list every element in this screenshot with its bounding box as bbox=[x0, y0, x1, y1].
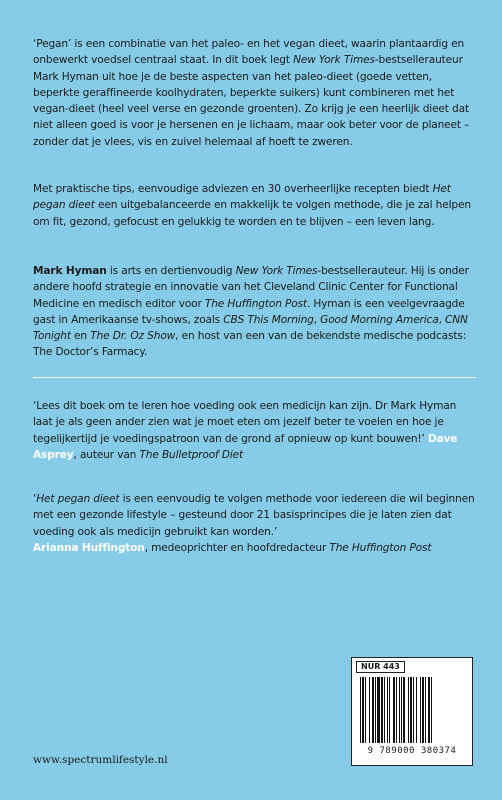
quote-text: is een eenvoudig te volgen methode voor iedereen die wil beginnen met een gezonde lifestyle – gesteund door 21 basisprincipes die je laten zien dat voeding ook als medicijn gebruikt kan worden.’ bbox=[33, 493, 475, 538]
barcode-bar bbox=[375, 677, 376, 743]
barcode-bar bbox=[410, 677, 412, 743]
bio-text: , bbox=[438, 313, 446, 326]
barcode-bar bbox=[428, 677, 430, 743]
bio-italic: CBS This Morning bbox=[223, 313, 314, 326]
barcode-bar bbox=[420, 677, 421, 743]
barcode-bar bbox=[422, 677, 424, 743]
blurb-paragraph-1 bbox=[33, 36, 476, 150]
blurb-text: Met praktische tips, eenvoudige adviezen en 30 overheerlijke recepten biedt bbox=[33, 183, 433, 195]
barcode-bar bbox=[431, 677, 432, 743]
quote-role: , auteur van bbox=[73, 448, 140, 461]
review-quote-2 bbox=[33, 491, 476, 556]
book-title: Het pegan dieet bbox=[33, 183, 451, 212]
bio-text: , bbox=[313, 313, 321, 326]
blurb-text: ‘Pegan’ is een combinatie van het paleo- en het vegan dieet, waarin plantaardig en onbewerkt voedsel centraal staat. In dit boek legt bbox=[33, 38, 465, 67]
bio-italic: The Dr. Oz Show bbox=[90, 330, 176, 343]
barcode-bar bbox=[403, 677, 405, 743]
quote-role: , medeoprichter en hoofdredacteur bbox=[144, 541, 330, 554]
barcode-box bbox=[351, 657, 473, 766]
barcode-bar bbox=[381, 677, 383, 743]
isbn-number: 9 789000 380374 bbox=[367, 746, 457, 756]
barcode-bar bbox=[387, 677, 388, 743]
bio-italic: The Huffington Post bbox=[204, 297, 307, 310]
bio-text: , en host van een van de bekendste medische podcasts: The Doctor’s Farmacy. bbox=[33, 330, 467, 359]
review-quote-1 bbox=[33, 398, 476, 463]
bio-italic: Good Morning America bbox=[320, 313, 439, 326]
blurb-text: een uitgebalanceerde en makkelijk te volgen methode, die je zal helpen om fit, gezond, gefocust en gelukkig te worden en te blijven – een leven lang. bbox=[33, 199, 471, 228]
quote-open-mark: ‘ bbox=[33, 493, 37, 505]
barcode-bar bbox=[365, 677, 366, 743]
barcode-bar bbox=[401, 677, 402, 743]
barcode-bar bbox=[369, 677, 370, 743]
book-title: Het pegan dieet bbox=[36, 493, 120, 505]
publisher-url[interactable]: www.spectrumlifestyle.nl bbox=[33, 754, 168, 766]
barcode-bar bbox=[399, 677, 400, 743]
author-name: Mark Hyman bbox=[33, 265, 107, 277]
barcode-bar bbox=[384, 677, 385, 743]
barcode-bar bbox=[362, 677, 364, 743]
quote-text: ‘Lees dit boek om te leren hoe voeding ook een medicijn kan zijn. Dr Mark Hyman laat je als geen ander zien wat je moet eten om jezelf beter te voelen en hoe je tegelijkertijd je voedingspatroon van de grond af opnieuw op kunt bouwen!’ bbox=[33, 400, 457, 445]
barcode-bar bbox=[377, 677, 380, 743]
quote-publication: The Huffington Post bbox=[329, 541, 432, 554]
blurb-text: -bestsellerauteur Mark Hyman uit hoe je de beste aspecten van het paleo-dieet (goede vetten, beperkte geraffineerde koolhydraten, beperkte suikers) kunt combineren met het vegan-dieet (heel veel verse en gezonde groenten). Zo krijg je een heerlijk dieet dat niet alleen goed is voor je hersenen en je lichaam, maar ook beter voor de planeet – zonder dat je vlees, vis en zuivel helemaal af hoeft te zweren. bbox=[33, 54, 470, 148]
bio-italic: CNN Tonight bbox=[33, 313, 468, 343]
quote-author: Dave Asprey bbox=[33, 432, 458, 461]
quote-book: The Bulletproof Diet bbox=[139, 448, 243, 461]
bio-text: en bbox=[70, 330, 91, 343]
barcode-bar bbox=[389, 677, 390, 743]
quote-author: Arianna Huffington bbox=[33, 541, 145, 554]
barcode-bar bbox=[413, 677, 414, 743]
author-bio bbox=[33, 263, 476, 361]
barcode-bar bbox=[425, 677, 426, 743]
barcode-bar bbox=[408, 677, 409, 743]
barcode-icon bbox=[360, 677, 464, 743]
bio-text: . Hyman is een veelgevraagde gast in Amerikaanse tv-shows, zoals bbox=[33, 297, 465, 326]
barcode-bar bbox=[360, 677, 361, 743]
barcode-bar bbox=[393, 677, 395, 743]
divider bbox=[33, 377, 476, 378]
nur-label: NUR 443 bbox=[356, 661, 405, 673]
bio-text: is arts en dertienvoudig bbox=[106, 265, 236, 277]
bio-text: -bestsellerauteur. Hij is onder andere hoofd strategie en innovatie van het Cleveland Clinic Center for Functional Medicine en medisch editor voor bbox=[33, 265, 469, 310]
barcode-bar bbox=[396, 677, 397, 743]
barcode-bar bbox=[416, 677, 417, 743]
bio-italic: New York Times bbox=[235, 265, 318, 277]
blurb-italic: New York Times bbox=[293, 54, 375, 67]
blurb-paragraph-2 bbox=[33, 181, 476, 230]
barcode-bar bbox=[372, 677, 374, 743]
